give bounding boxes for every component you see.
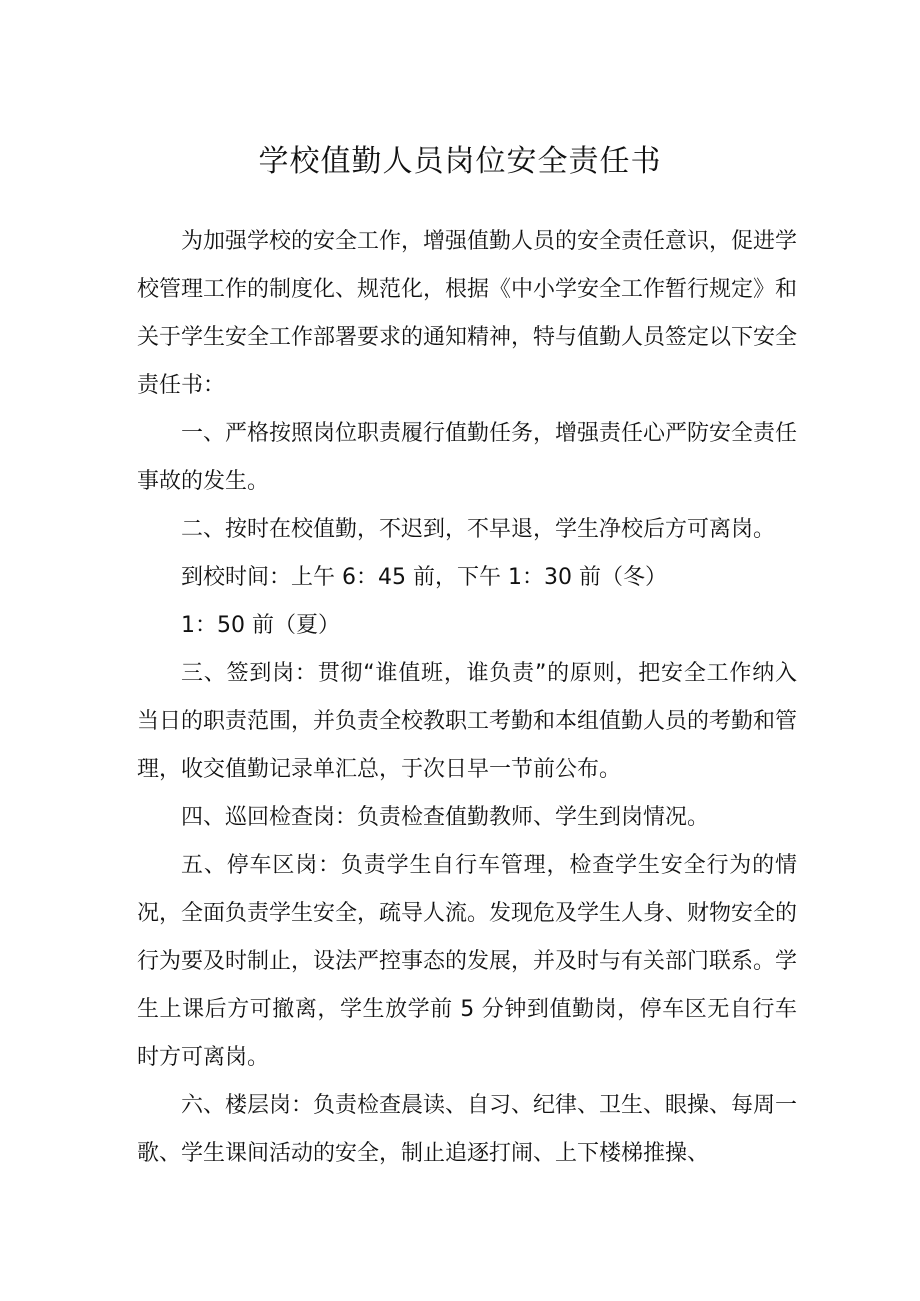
clause-five: 五、停车区岗：负责学生自行车管理，检查学生安全行为的情况，全面负责学生安全，疏导人流。发现危及学生人身、财物安全的行为要及时制止，设法严控事态的发展，并及时与有关部门联系。学生上课后方可撤离，学生放学前 5 分钟到值勤岗，停车区无自行车时方可离岗。 <box>137 853 798 1070</box>
clause-one: 一、严格按照岗位职责履行值勤任务，增强责任心严防安全责任事故的发生。 <box>137 421 798 494</box>
intro-paragraph: 为加强学校的安全工作，增强值勤人员的安全责任意识，促进学校管理工作的制度化、规范化，根据《中小学安全工作暂行规定》和关于学生安全工作部署要求的通知精神，特与值勤人员签定以下安全责任书： <box>137 229 798 398</box>
clause-three: 三、签到岗：贯彻“谁值班，谁负责”的原则，把安全工作纳入当日的职责范围，并负责全校教职工考勤和本组值勤人员的考勤和管理，收交值勤记录单汇总，于次日早一节前公布。 <box>137 661 798 782</box>
clause-six: 六、楼层岗：负责检查晨读、自习、纪律、卫生、眼操、每周一歌、学生课间活动的安全，制止追逐打闹、上下楼梯推操、 <box>137 1093 798 1166</box>
schedule-line-winter: 到校时间：上午 6：45 前，下午 1：30 前（冬） <box>181 565 667 590</box>
clause-two: 二、按时在校值勤，不迟到，不早退，学生净校后方可离岗。 <box>181 517 776 542</box>
document-title: 学校值勤人员岗位安全责任书 <box>258 144 662 179</box>
schedule-line-summer: 1：50 前（夏） <box>181 613 340 638</box>
clause-four: 四、巡回检查岗：负责检查值勤教师、学生到岗情况。 <box>181 805 710 830</box>
document-body <box>137 218 797 1178</box>
